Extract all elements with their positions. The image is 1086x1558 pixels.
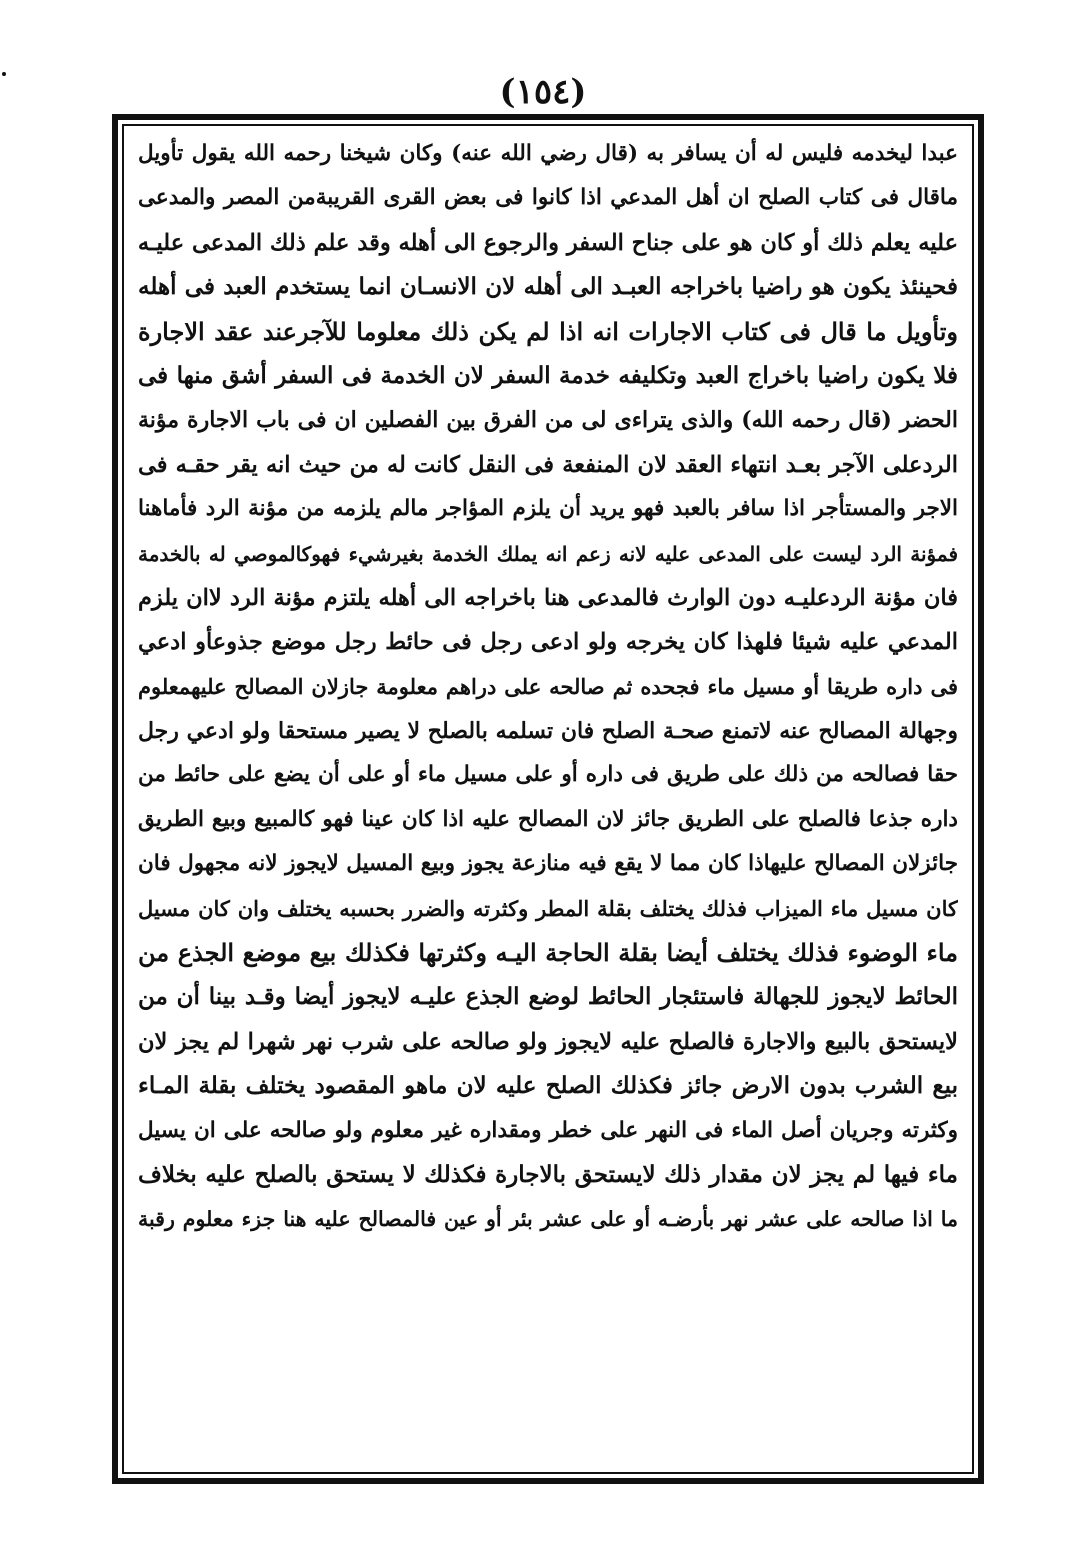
text-line-12: المدعي عليه شيئا فلهذا كان يخرجه ولو ادعى رجل فى حائط رجل موضع جذوعأو ادعي <box>138 629 958 656</box>
text-line-11: فان مؤنة الردعليـه دون الوارث فالمدعى هنا باخراجه الى أهله يلتزم مؤنة الرد لاان يلزم <box>138 584 958 611</box>
text-line-18: كان مسيل ماء الميزاب فذلك يختلف بقلة المطر وكثرته والضرر بحسبه يختلف وان كان مسيل <box>138 895 958 921</box>
text-line-17: جائزلان المصالح عليهاذا كان مما لا يقع فيه منازعة يجوز وبيع المسيل لايجوز لانه مجهول فان <box>138 851 958 877</box>
text-line-14: وجهالة المصالح عنه لاتمنع صحـة الصلح فان تسلمه بالصلح لا يصير مستحقا ولو ادعي رجل <box>138 718 958 745</box>
text-line-24: ماء فيها لم يجز لان مقدار ذلك لايستحق بالاجارة فكذلك لا يستحق بالصلح عليه بخلاف <box>138 1160 958 1188</box>
text-line-10: فمؤنة الرد ليست على المدعى عليه لانه زعم انه يملك الخدمة بغيرشيء فهوكالموصي له بالخدمة <box>138 541 958 566</box>
text-line-9: الاجر والمستأجر اذا سافر بالعبد فهو يريد أن يلزم المؤاجر مالم يلزمه من مؤنة الرد فأماهنا <box>138 496 958 522</box>
text-line-16: داره جذعا فالصلح على الطريق جائز لان المصالح عليه اذا كان عينا فهو كالمبيع وبيع الطريق <box>138 806 958 832</box>
text-line-22: بيع الشرب بدون الارض جائز فكذلك الصلح عليه لان ماهو المقصود يختلف بقلة المـاء <box>138 1072 958 1100</box>
text-line-15: حقا فصالحه من ذلك على طريق فى داره أو على مسيل ماء أو على أن يضع على حائط من <box>138 762 958 788</box>
text-line-1: عبدا ليخدمه فليس له أن يسافر به (قال رضي الله عنه) وكان شيخنا رحمه الله يقول تأويل <box>138 141 958 166</box>
text-line-5: وتأويل ما قال فى كتاب الاجارات انه اذا لم يكن ذلك معلوما للآجرعند عقد الاجارة <box>138 316 958 346</box>
page-number: (١٥٤) <box>499 72 587 112</box>
text-line-20: الحائط لايجوز للجهالة فاستئجار الحائط لوضع الجذع عليـه لايجوز أيضا وقـد بينا أن من <box>138 983 958 1011</box>
text-line-3: عليه يعلم ذلك أو كان هو على جناح السفر والرجوع الى أهله وقد علم ذلك المدعى عليـه <box>138 229 958 256</box>
text-line-13: فى داره طريقا أو مسيل ماء فجحده ثم صالحه على دراهم معلومة جازلان المصالح عليهمعلوم <box>138 673 958 699</box>
text-line-4: فحينئذ يكون هو راضيا باخراجه العبـد الى أهله لان الانسـان انما يستخدم العبد فى أهله <box>138 273 958 301</box>
text-line-8: الردعلى الآجر بعـد انتهاء العقد لان المنفعة فى النقل كانت له من حيث انه يقر حقـه فى <box>138 451 958 478</box>
text-line-23: وكثرته وجريان أصل الماء فى النهر على خطر ومقداره غير معلوم ولو صالحه على ان يسيل <box>138 1117 958 1143</box>
text-body <box>138 132 958 1468</box>
text-line-21: لايستحق بالبيع والاجارة فالصلح عليه لايجوز ولو صالحه على شرب نهر شهرا لم يجز لان <box>138 1028 958 1055</box>
text-line-25: ما اذا صالحه على عشر نهر بأرضـه أو على عشر بئر أو عين فالمصالح عليه هنا جزء معلوم رقبة <box>138 1207 958 1232</box>
text-line-6: فلا يكون راضيا باخراج العبد وتكليفه خدمة السفر لان الخدمة فى السفر أشق منها فى <box>138 361 958 389</box>
text-line-2: ماقال فى كتاب الصلح ان أهل المدعي اذا كانوا فى بعض القرى القريبةمن المصر والمدعى <box>138 185 958 211</box>
text-line-19: ماء الوضوء فذلك يختلف أيضا بقلة الحاجة اليـه وكثرتها فكذلك بيع موضع الجذع من <box>138 938 958 968</box>
text-line-7: الحضر (قال رحمه الله) والذى يتراءى لى من الفرق بين الفصلين ان فى باب الاجارة مؤنة <box>138 407 958 434</box>
